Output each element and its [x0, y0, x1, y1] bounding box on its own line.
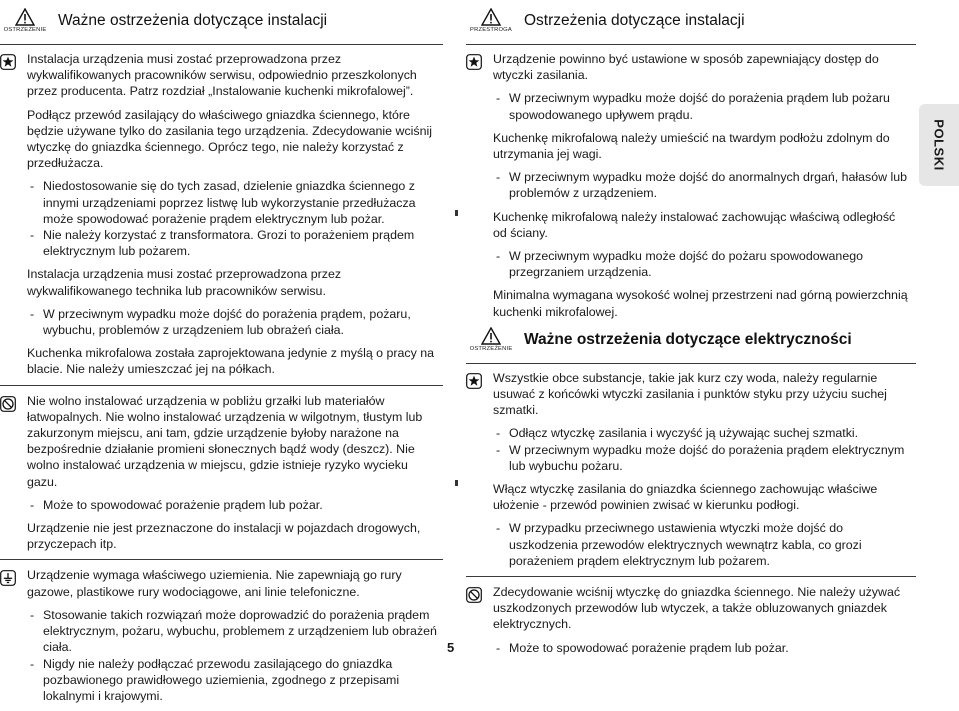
bullet-item: - W przeciwnym wypadku może dojść do porażenia prądem, pożaru, wybuchu, problemów z urządzeniem lub obrażeń ciała. — [27, 306, 439, 338]
caution-block — [466, 8, 516, 33]
bullet-item: - Nie należy korzystać z transformatora. Grozi to porażeniem prądem elektrycznym lub pożarem. — [27, 227, 439, 259]
star-icon — [466, 373, 482, 389]
left-column — [0, 8, 443, 711]
section-title: Ostrzeżenia dotyczące instalacji — [524, 12, 745, 29]
language-tab — [919, 104, 959, 186]
star-icon — [466, 54, 482, 70]
paragraph: Urządzenie wymaga właściwego uziemienia. Nie zapewniają go rury gazowe, plastikowe rury wodociągowe, ani linie telefoniczne. — [27, 568, 402, 599]
electrical-warnings-heading — [466, 327, 916, 364]
divider — [0, 385, 443, 386]
ground-icon — [0, 570, 16, 586]
installation-warnings-heading — [0, 8, 443, 45]
paragraph: Kuchenka mikrofalowa została zaprojektowana jedynie z myślą o pracy na blacie. Nie należy umieszczać jej na półkach. — [27, 346, 435, 377]
bullet-item: - Może to spowodować porażenie prądem lub pożar. — [493, 640, 912, 656]
right-column — [466, 8, 916, 663]
language-tab-label: POLSKI — [931, 119, 947, 171]
bullet-item: - Odłącz wtyczkę zasilania i wyczyść ją używając suchej szmatki. — [493, 425, 912, 441]
section-title: Ważne ostrzeżenia dotyczące elektryczności — [524, 330, 852, 348]
bullet-item: - W przeciwnym wypadku może dojść do porażenia prądem lub pożaru spowodowanego upływem prądu. — [493, 90, 912, 122]
bullet-list — [493, 425, 912, 474]
star-icon — [0, 54, 16, 70]
warning-caption: OSTRZEŻENIE — [3, 27, 47, 33]
installation-section — [0, 51, 443, 378]
bullet-list — [27, 178, 439, 259]
paragraph: Zdecydowanie wciśnij wtyczkę do gniazdka ściennego. Nie należy używać uszkodzonych przewodów lub wtyczek, a także obluzowanych gniazdek elektrycznych. — [493, 585, 901, 632]
bullet-item: - W przeciwnym wypadku może dojść do porażenia prądem elektrycznym lub wybuchu pożaru. — [493, 442, 912, 474]
bullet-item: - Może to spowodować porażenie prądem lub pożar. — [27, 497, 439, 513]
prohibited-icon — [0, 396, 16, 412]
caution-triangle-icon — [481, 8, 501, 26]
paragraph: Instalacja urządzenia musi zostać przeprowadzona przez wykwalifikowanych pracowników serwisu, odpowiednio przeszkolonych przez producenta. Patrz rozdział „Instalowanie kuchenki mikrofalowej”. — [27, 52, 417, 99]
paragraph: Kuchenkę mikrofalową należy instalować zachowując właściwą odległość od ściany. — [493, 209, 896, 240]
installation-cautions-heading — [466, 8, 916, 45]
divider — [466, 576, 916, 577]
bullet-list — [27, 306, 439, 338]
bullet-list — [493, 90, 912, 122]
bullet-list — [493, 640, 912, 656]
paragraph: Podłącz przewód zasilający do właściwego gniazdka ściennego, które będzie używane tylko do zasilania tego urządzenia. Zdecydowanie wciśnij wtyczkę do gniazdka ściennego. Oprócz tego, nie należy korzystać z przedłużacza. — [27, 107, 432, 171]
warning-block — [0, 8, 50, 33]
bullet-item: - Niedostosowanie się do tych zasad, dzielenie gniazdka ściennego z innymi urządzeniami poprzez listwę lub wykorzystanie przedłużacza może spowodować porażenie prądem elektrycznym lub pożar. — [27, 178, 439, 227]
warning-triangle-icon — [481, 327, 501, 345]
paragraph: Urządzenie powinno być ustawione w sposób zapewniający dostęp do wtyczki zasilania. — [493, 52, 879, 83]
paragraph: Minimalna wymagana wysokość wolnej przestrzeni nad górną powierzchnią kuchenki mikrofalowej. — [493, 288, 908, 319]
electrical-section — [466, 370, 916, 569]
bullet-item: - Stosowanie takich rozwiązań może doprowadzić do porażenia prądem elektrycznym, pożaru, wybuchu, problemem z urządzeniem lub obrażeń ciała. — [27, 607, 439, 656]
warning-caption: OSTRZEŻENIE — [469, 345, 513, 352]
crop-mark — [455, 210, 458, 216]
bullet-item: - W przypadku przeciwnego ustawienia wtyczki może dojść do uszkodzenia przewodów elektrycznych wewnątrz kabla, co grozi porażeniem prądem elektrycznym lub pożarem. — [493, 520, 912, 569]
page-title: Ważne ostrzeżenia dotyczące instalacji — [58, 12, 328, 29]
paragraph: Wszystkie obce substancje, takie jak kurz czy woda, należy regularnie usuwać z końcówki wtyczki zasilania i punktów styku przy użyciu suchej szmatki. — [493, 370, 887, 418]
paragraph: Nie wolno instalować urządzenia w pobliżu grzałki lub materiałów łatwopalnych. Nie wolno instalować urządzenia w wilgotnym, tłustym lub zakurzonym miejscu, ani tam, gdzie urządzenie byłoby narażone na bezpośrednie działanie promieni słonecznych bądź wody (deszcz). Nie wolno instalować urządzenia w miejscu, gdzie istnieje ryzyko wycieku gazu. — [27, 393, 423, 489]
bullet-list — [27, 497, 439, 513]
bullet-list — [493, 520, 912, 569]
paragraph: Urządzenie nie jest przeznaczone do instalacji w pojazdach drogowych, przyczepach itp. — [27, 521, 421, 552]
caution-caption: PRZESTROGA — [470, 27, 512, 33]
warning-block — [466, 327, 516, 352]
paragraph: Kuchenkę mikrofalową należy umieścić na twardym podłożu zdolnym do utrzymania jej wagi. — [493, 130, 890, 162]
bullet-list — [493, 248, 912, 280]
bullet-list — [493, 169, 912, 201]
bullet-item: - W przeciwnym wypadku może dojść do pożaru spowodowanego przegrzaniem urządzenia. — [493, 248, 912, 280]
plug-section — [466, 584, 916, 656]
page-number: 5 — [447, 640, 455, 655]
crop-mark — [455, 480, 458, 486]
divider — [0, 559, 443, 560]
prohibited-icon — [466, 587, 482, 603]
warning-triangle-icon — [15, 8, 35, 26]
grounding-section — [0, 567, 443, 704]
bullet-item: - W przeciwnym wypadku może dojść do anormalnych drgań, hałasów lub problemów z urządzeniem. — [493, 169, 912, 201]
bullet-item: - Nigdy nie należy podłączać przewodu zasilającego do gniazdka pozbawionego prawidłowego uziemienia, zgodnego z przepisami lokalnymi i krajowymi. — [27, 656, 439, 705]
paragraph: Włącz wtyczkę zasilania do gniazdka ściennego zachowując właściwe ułożenie - przewód powinien zwisać w kierunku podłogi. — [493, 482, 878, 513]
location-section — [0, 393, 443, 553]
paragraph: Instalacja urządzenia musi zostać przeprowadzona przez wykwalifikowanego technika lub pracowników serwisu. — [27, 267, 342, 298]
bullet-list — [27, 607, 439, 704]
placement-section — [466, 51, 916, 320]
